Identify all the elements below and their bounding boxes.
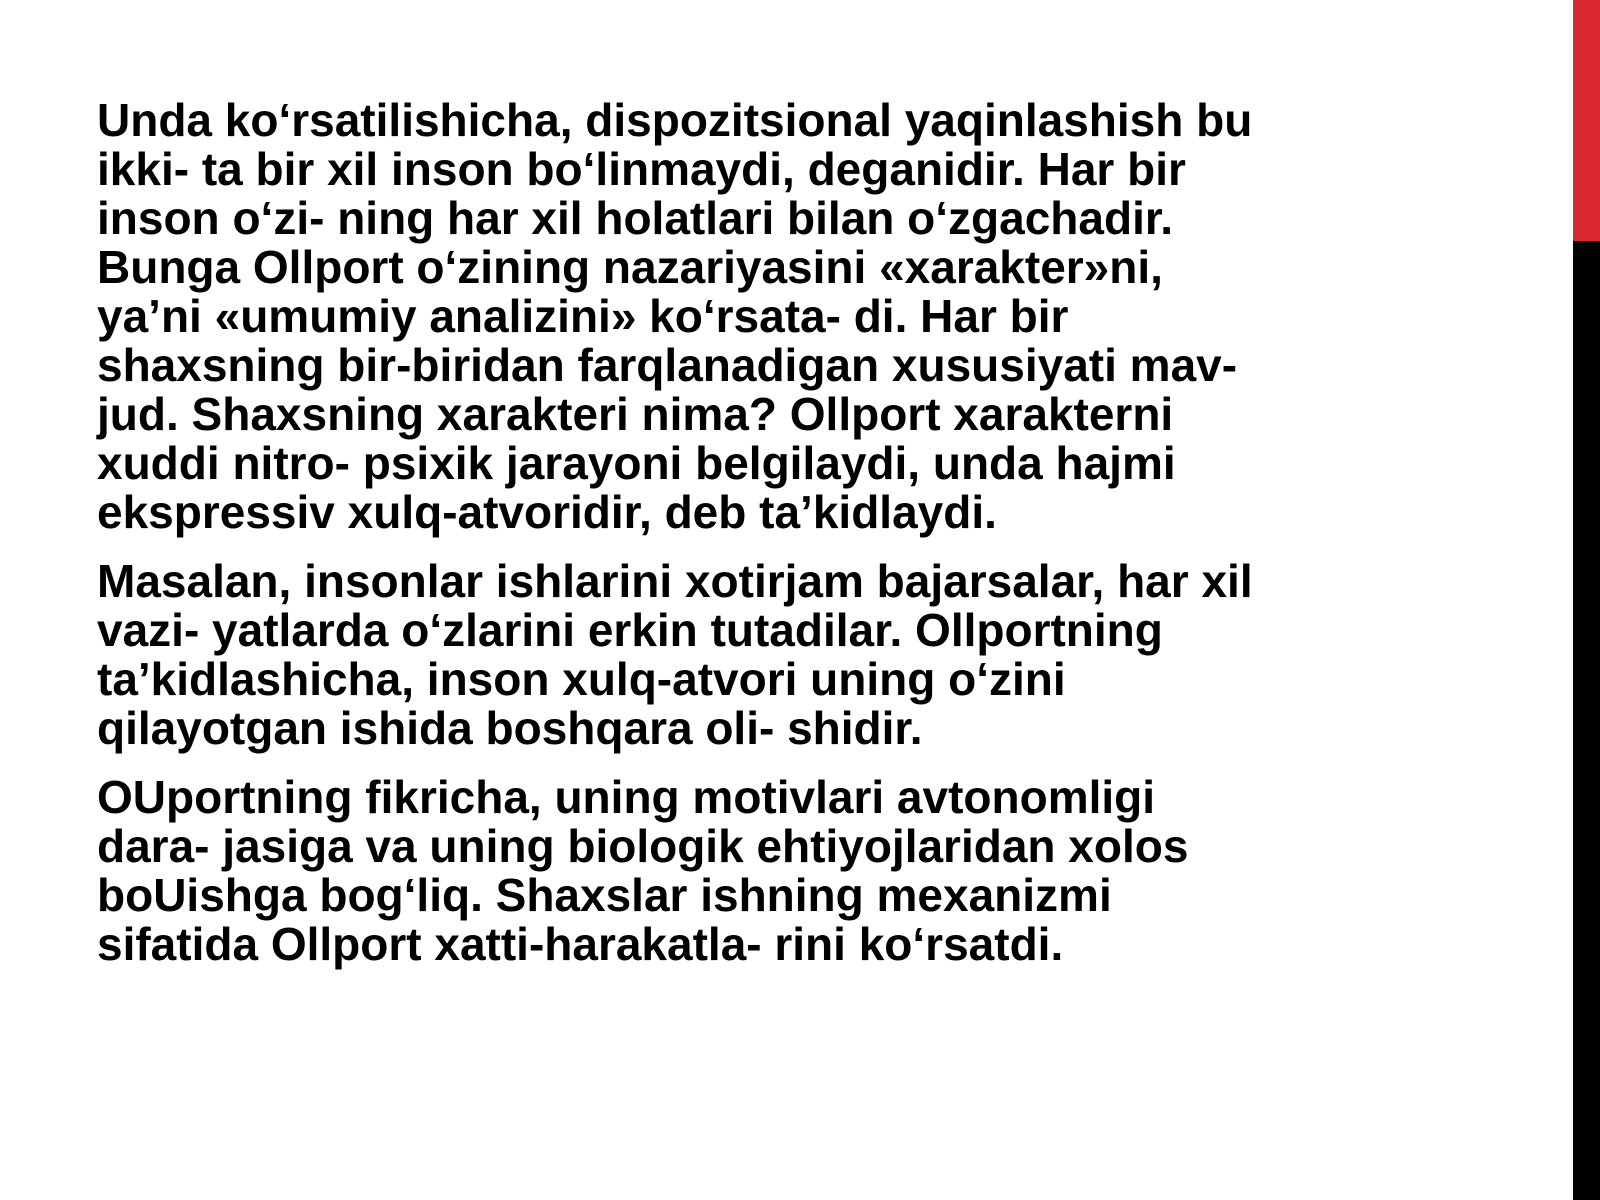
text-line: xuddi nitro- psixik jarayoni belgilaydi, unda hajmi <box>97 437 1176 489</box>
text-line: Bunga Ollport o‘zining nazariyasini «xarakter»ni, <box>97 241 1163 293</box>
text-line: ekspressiv xulq-atvoridir, deb ta’kidlaydi. <box>97 486 997 538</box>
text-line: boUishga bog‘liq. Shaxslar ishning mexanizmi <box>97 869 1112 921</box>
text-line: vazi- yatlarda o‘zlarini erkin tutadilar. Ollportning <box>97 604 1163 656</box>
paragraph-1 <box>97 96 1417 537</box>
text-line: qilayotgan ishida boshqara oli- shidir. <box>97 702 923 754</box>
accent-bar-black <box>1573 241 1600 1200</box>
text-line: OUportning fikricha, uning motivlari avtonomligi <box>97 771 1156 823</box>
text-line: Masalan, insonlar ishlarini xotirjam bajarsalar, har xil <box>97 555 1253 607</box>
text-line: sifatida Ollport xatti-harakatla- rini ko‘rsatdi. <box>97 918 1064 970</box>
text-line: ikki- ta bir xil inson bo‘linmaydi, deganidir. Har bir <box>97 143 1186 195</box>
text-line: shaxsning bir-biridan farqlanadigan xususiyati mav- <box>97 339 1238 391</box>
paragraph-2 <box>97 557 1417 753</box>
text-line: Unda ko‘rsatilishicha, dispozitsional yaqinlashish bu <box>97 94 1253 146</box>
accent-bar-red <box>1573 0 1600 241</box>
text-line: dara- jasiga va uning biologik ehtiyojlaridan xolos <box>97 820 1189 872</box>
paragraph-3 <box>97 773 1417 969</box>
text-line: ya’ni «umumiy analizini» ko‘rsata- di. Har bir <box>97 290 1069 342</box>
slide-body <box>97 96 1417 989</box>
text-line: inson o‘zi- ning har xil holatlari bilan o‘zgachadir. <box>97 192 1174 244</box>
text-line: jud. Shaxsning xarakteri nima? Ollport xarakterni <box>97 388 1174 440</box>
text-line: ta’kidlashicha, inson xulq-atvori uning o‘zini <box>97 653 1066 705</box>
